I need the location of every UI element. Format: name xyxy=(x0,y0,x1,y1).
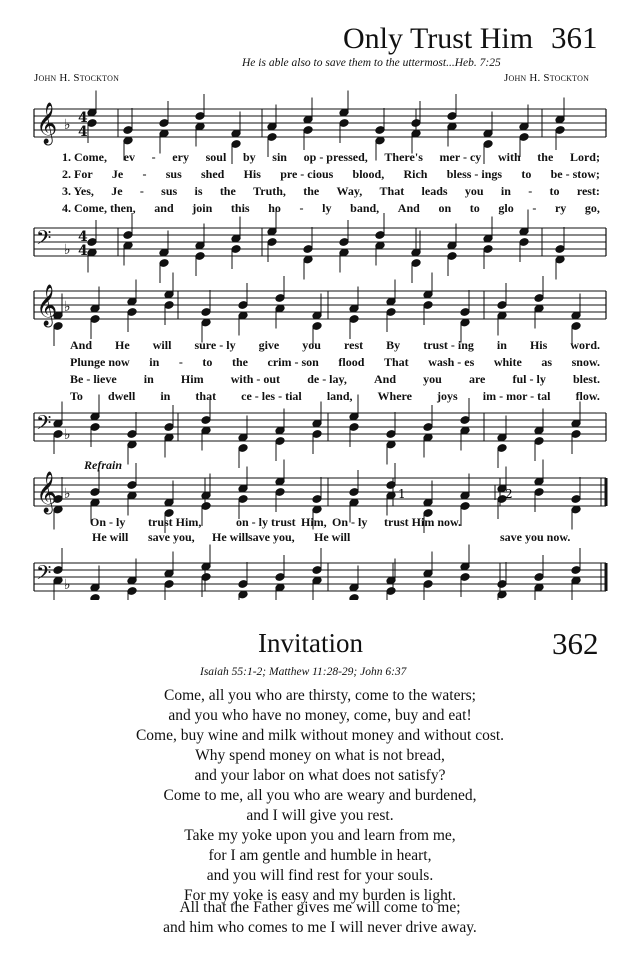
lyric-syllable: in xyxy=(143,372,154,386)
svg-text:𝄞: 𝄞 xyxy=(36,103,58,144)
lyric-line xyxy=(70,372,600,387)
lyric-syllable: the xyxy=(231,355,248,369)
refrain-syllable: save you now. xyxy=(500,530,571,544)
lyric-syllable: - xyxy=(178,355,183,369)
lyric-syllable: sus xyxy=(165,167,182,181)
lyric-syllable: sus xyxy=(161,184,178,198)
refrain-syllable: On - ly xyxy=(332,515,368,529)
lyric-syllable: Je xyxy=(111,167,124,181)
svg-text:♭: ♭ xyxy=(64,299,71,315)
refrain-syllable: save you, xyxy=(248,530,295,544)
poem-line: For my yoke is easy and my burden is light. xyxy=(183,887,457,904)
lyric-syllable: be - stow; xyxy=(550,167,600,181)
lyric-syllable: sure - ly xyxy=(194,338,236,352)
lyric-syllable: dwell xyxy=(107,389,136,403)
lyric-syllable: ce - les - tial xyxy=(241,389,302,403)
lyric-syllable: And xyxy=(397,201,420,215)
lyric-syllable: you xyxy=(464,184,484,198)
refrain-syllable: He will xyxy=(212,530,249,544)
lyric-line xyxy=(70,389,600,404)
lyric-syllable: That xyxy=(379,184,405,198)
svg-text:4: 4 xyxy=(78,110,88,126)
reading-title: Invitation xyxy=(258,628,363,658)
svg-text:♭: ♭ xyxy=(64,486,71,502)
lyric-syllable: blest. xyxy=(572,372,600,386)
lyric-syllable: on xyxy=(438,201,452,215)
lyric-syllable: shed xyxy=(201,167,225,181)
svg-text:♭: ♭ xyxy=(64,242,71,258)
lyric-syllable: Be - lieve xyxy=(70,372,117,386)
poem-line: Come to me, all you who are weary and burdened, xyxy=(163,787,477,804)
lyric-syllable: blood, xyxy=(352,167,385,181)
poem-line: and you who have no money, come, buy and eat! xyxy=(168,707,472,724)
lyric-syllable: that xyxy=(195,389,217,403)
lyric-syllable: leads xyxy=(421,184,448,198)
svg-text:4: 4 xyxy=(78,243,88,259)
lyric-syllable: - xyxy=(151,150,156,164)
lyric-syllable: with xyxy=(497,150,521,164)
lyric-line xyxy=(62,184,600,199)
refrain-syllable: On - ly xyxy=(90,515,126,529)
lyric-syllable: To xyxy=(70,389,83,403)
refrain-syllable: on - ly trust xyxy=(236,515,296,529)
lyric-syllable: soul xyxy=(205,150,227,164)
lyric-syllable: Him xyxy=(180,372,204,386)
refrain-syllable: trust Him, xyxy=(148,515,202,529)
lyric-syllable: bless - ings xyxy=(446,167,503,181)
hymn-number: 361 xyxy=(551,20,598,55)
reading-number: 362 xyxy=(552,626,599,661)
lyric-line xyxy=(62,150,600,165)
lyric-syllable: to xyxy=(521,167,532,181)
lyric-syllable: is xyxy=(194,184,203,198)
lyric-syllable: and xyxy=(154,201,174,215)
lyric-syllable: 1. Come, xyxy=(62,150,107,164)
lyric-syllable: in xyxy=(149,355,160,369)
refrain-syllable: trust Him now. xyxy=(384,515,462,529)
lyric-line xyxy=(62,167,600,182)
lyric-syllable: 2. For xyxy=(62,167,93,181)
lyric-syllable: Je xyxy=(111,184,123,198)
lyric-syllable: in xyxy=(500,184,511,198)
lyric-syllable: as xyxy=(541,355,553,369)
lyric-syllable: And xyxy=(70,338,93,352)
lyric-syllable: ho xyxy=(268,201,281,215)
svg-text:♭: ♭ xyxy=(64,427,71,443)
lyric-syllable: are xyxy=(468,372,486,386)
lyric-syllable: Way, xyxy=(336,184,363,198)
svg-text:♭: ♭ xyxy=(64,577,71,593)
poem-line: and him who comes to me I will never drive away. xyxy=(163,919,477,936)
lyric-syllable: His xyxy=(529,338,548,352)
lyric-syllable: de - lay, xyxy=(307,372,347,386)
lyric-syllable: - xyxy=(528,184,533,198)
refrain-syllable: Him, xyxy=(301,515,327,529)
words-credit: John H. Stockton xyxy=(34,72,120,84)
lyric-syllable: pre - cious xyxy=(280,167,334,181)
lyric-syllable: There's xyxy=(384,150,423,164)
lyric-syllable: That xyxy=(383,355,409,369)
hymn-scripture: He is able also to save them to the uttermost...Heb. 7:25 xyxy=(242,57,501,69)
lyric-syllable: in xyxy=(496,338,507,352)
lyric-syllable: ery xyxy=(172,150,189,164)
svg-text:4: 4 xyxy=(78,124,88,140)
lyric-syllable: Plunge now xyxy=(70,355,130,369)
lyric-syllable: white xyxy=(493,355,522,369)
lyric-syllable: the xyxy=(537,150,554,164)
lyric-syllable: land, xyxy=(326,389,353,403)
lyric-syllable: you xyxy=(423,372,442,386)
refrain-syllable: He will xyxy=(314,530,351,544)
lyric-syllable: flood xyxy=(338,355,365,369)
lyric-syllable: snow. xyxy=(571,355,600,369)
ending-one-label: 1 xyxy=(398,487,406,501)
lyric-syllable: wash - es xyxy=(428,355,475,369)
svg-text:♭: ♭ xyxy=(64,117,71,133)
svg-text:𝄢: 𝄢 xyxy=(36,561,52,589)
lyric-syllable: rest xyxy=(344,338,364,352)
lyric-syllable: trust - ing xyxy=(423,338,474,352)
lyric-syllable: will xyxy=(152,338,172,352)
lyric-syllable: op - pressed, xyxy=(303,150,368,164)
reading-scripture: Isaiah 55:1-2; Matthew 11:28-29; John 6:37 xyxy=(200,666,407,678)
lyric-syllable: - xyxy=(299,201,304,215)
stanza-3 xyxy=(0,898,640,938)
lyric-line xyxy=(62,201,600,216)
lyric-syllable: this xyxy=(230,201,250,215)
lyric-line xyxy=(70,338,600,353)
poem-line: All that the Father gives me will come to me; xyxy=(179,899,461,916)
lyric-syllable: with - out xyxy=(230,372,281,386)
lyric-syllable: ry xyxy=(554,201,567,215)
lyric-syllable: crim - son xyxy=(267,355,319,369)
lyric-syllable: 3. Yes, xyxy=(62,184,94,198)
lyric-syllable: word. xyxy=(570,338,600,352)
svg-text:𝄢: 𝄢 xyxy=(36,411,52,439)
poem-line: Come, buy wine and milk without money and without cost. xyxy=(135,727,505,744)
lyric-syllable: Rich xyxy=(403,167,428,181)
lyric-syllable: give xyxy=(258,338,280,352)
lyric-syllable: And xyxy=(373,372,396,386)
lyric-syllable: ful - ly xyxy=(512,372,546,386)
lyric-syllable: you xyxy=(302,338,321,352)
svg-text:𝄢: 𝄢 xyxy=(36,226,52,254)
lyric-syllable: go, xyxy=(584,201,600,215)
poem-line: Come, all you who are thirsty, come to the waters; xyxy=(164,687,476,704)
lyric-syllable: Truth, xyxy=(253,184,286,198)
lyric-syllable: by xyxy=(242,150,256,164)
lyric-syllable: His xyxy=(243,167,261,181)
lyric-syllable: the xyxy=(303,184,320,198)
poem-line: Take my yoke upon you and learn from me, xyxy=(184,827,456,844)
lyric-syllable: rest: xyxy=(576,184,600,198)
poem-line: and your labor on what does not satisfy? xyxy=(194,767,446,784)
svg-text:4: 4 xyxy=(78,229,88,245)
svg-text:𝄞: 𝄞 xyxy=(36,285,58,326)
lyric-syllable: Lord; xyxy=(569,150,600,164)
lyric-syllable: - xyxy=(532,201,537,215)
lyric-syllable: - xyxy=(142,167,147,181)
lyric-line xyxy=(70,355,600,370)
lyric-syllable: By xyxy=(386,338,401,352)
lyric-syllable: ly xyxy=(322,201,332,215)
lyric-syllable: He xyxy=(115,338,130,352)
lyric-syllable: 4. Come, then, xyxy=(62,201,136,215)
lyric-syllable: mer - cy xyxy=(439,150,482,164)
lyric-syllable: to xyxy=(549,184,560,198)
lyric-syllable: im - mor - tal xyxy=(482,389,551,403)
lyric-syllable: - xyxy=(139,184,144,198)
lyric-syllable: sin xyxy=(272,150,287,164)
refrain-syllable: He will xyxy=(92,530,129,544)
poem-line: for I am gentle and humble in heart, xyxy=(208,847,432,864)
refrain-label: Refrain xyxy=(84,458,123,472)
lyric-syllable: to xyxy=(469,201,480,215)
stanza-1 xyxy=(0,686,640,786)
music-credit: John H. Stockton xyxy=(504,72,590,84)
svg-text:𝄞: 𝄞 xyxy=(36,472,58,513)
ending-two-label: 2 xyxy=(505,487,513,501)
stanza-2 xyxy=(0,786,640,906)
lyric-syllable: the xyxy=(219,184,236,198)
hymn-title: Only Trust Him xyxy=(343,22,534,55)
lyric-syllable: joys xyxy=(437,389,458,403)
poem-line: and I will give you rest. xyxy=(246,807,394,824)
poem-line: Why spend money on what is not bread, xyxy=(195,747,445,764)
lyric-syllable: ev xyxy=(123,150,135,164)
lyric-syllable: Where xyxy=(377,389,412,403)
lyric-syllable: join xyxy=(192,201,213,215)
lyric-syllable: glo xyxy=(498,201,514,215)
refrain-syllable: save you, xyxy=(148,530,195,544)
lyric-syllable: band, xyxy=(350,201,380,215)
lyric-syllable: flow. xyxy=(575,389,600,403)
lyric-syllable: in xyxy=(160,389,171,403)
lyric-syllable: to xyxy=(202,355,213,369)
poem-line: and you will find rest for your souls. xyxy=(206,867,434,884)
